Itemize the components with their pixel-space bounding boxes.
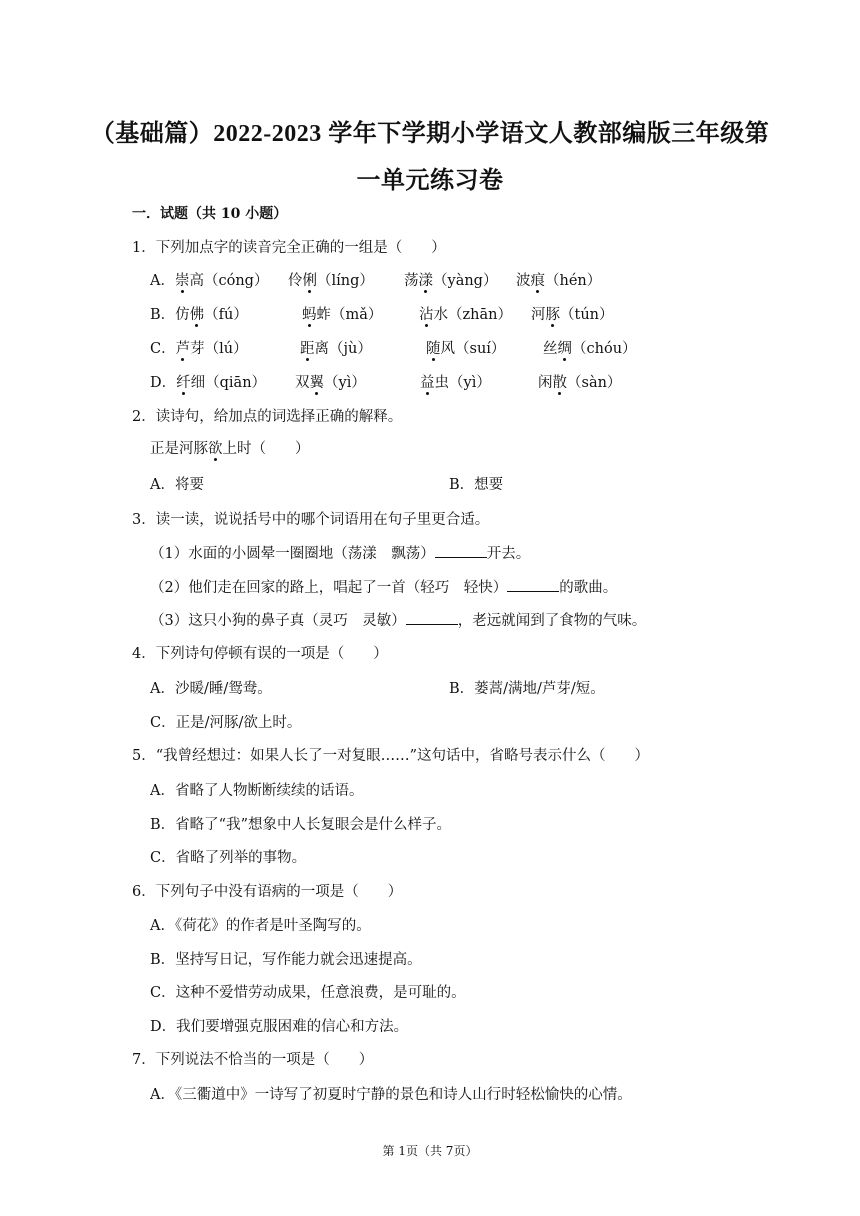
q1-option-pinyin: 高（cóng）: [189, 273, 269, 289]
q1-stem: 1．下列加点字的读音完全正确的一组是（ ）: [132, 240, 446, 256]
q3-stem: 3．读一读，说说括号中的哪个词语用在句子里更合适。: [132, 512, 490, 528]
q1-dotted-char: 益: [420, 371, 435, 392]
q3-s3-tail: ，老远就闻到了食物的气味。: [457, 613, 647, 629]
q1-option-pinyin: 虫（yì）: [434, 375, 491, 391]
q1-option-pinyin: 蚱（mǎ）: [316, 307, 383, 323]
q5-option-b: B．省略了“我”想象中人长复眼会是什么样子。: [150, 817, 451, 833]
q6-option-a: A．《荷花》的作者是叶圣陶写的。: [150, 918, 371, 934]
q2-option-a: A．将要: [150, 477, 204, 493]
q3-s3-text: （3）这只小狗的鼻子真（灵巧 灵敏）: [150, 613, 406, 629]
q4-option-b: B．蒌蒿/满地/芦芽/短。: [449, 681, 605, 697]
q1-option-item: [538, 371, 621, 392]
q1-option-prefix: C．: [150, 341, 176, 357]
q1-dotted-char: 翼: [310, 371, 325, 392]
q3-sentence-3: [150, 609, 646, 630]
q1-option-pinyin: （tún）: [560, 307, 614, 323]
q1-dotted-char: 痕: [531, 269, 546, 290]
q3-sentence-2: [150, 576, 617, 597]
q1-option-prefix: 双: [295, 375, 310, 391]
q6-option-d: D．我们要增强克服困难的信心和方法。: [150, 1019, 409, 1035]
document-title-line1: （基础篇）2022-2023 学年下学期小学语文人教部编版三年级第: [90, 121, 770, 147]
q2-poem-pre: 正是河豚: [150, 441, 208, 457]
q1-dotted-char: 绸: [558, 337, 573, 358]
q2-option-b: B．想要: [449, 477, 504, 493]
q1-option-item: [531, 303, 614, 324]
q1-option-item: [295, 371, 366, 392]
q6-option-c: C．这种不爱惜劳动成果，任意浪费，是可耻的。: [150, 985, 466, 1001]
q1-option-item: [302, 303, 382, 324]
q6-option-b: B．坚持写日记，写作能力就会迅速提高。: [150, 952, 422, 968]
q1-option-item: [426, 337, 505, 358]
q2-dotted-char: 欲: [208, 437, 223, 458]
q4-option-c: C．正是/河豚/欲上时。: [150, 715, 302, 731]
q2-stem: 2．读诗句，给加点的词选择正确的解释。: [132, 409, 403, 425]
q1-option-item: [420, 371, 491, 392]
q7-option-a: A．《三衢道中》一诗写了初夏时宁静的景色和诗人山行时轻松愉快的心情。: [150, 1087, 632, 1103]
q5-option-a: A．省略了人物断断续续的话语。: [150, 783, 364, 799]
q1-dotted-char: 距: [300, 337, 315, 358]
q2-poem-line: [150, 437, 310, 458]
q1-option-prefix: 丝: [543, 341, 558, 357]
q1-option-pinyin: 芽（lú）: [190, 341, 248, 357]
answer-blank[interactable]: [435, 543, 487, 558]
q1-option-pinyin: （líng）: [317, 273, 374, 289]
q1-option-pinyin: 离（jù）: [314, 341, 372, 357]
q3-s2-text: （2）他们走在回家的路上，唱起了一首（轻巧 轻快）: [150, 580, 508, 596]
q1-option-pinyin: （yì）: [324, 375, 366, 391]
q1-option-pinyin: （yàng）: [433, 273, 498, 289]
q1-dotted-char: 蚂: [302, 303, 317, 324]
q1-dotted-char: 散: [553, 371, 568, 392]
q1-option-prefix: 伶: [288, 273, 303, 289]
q1-dotted-char: 佛: [190, 303, 205, 324]
answer-blank[interactable]: [507, 577, 559, 592]
q1-dotted-char: 俐: [303, 269, 318, 290]
q1-option-prefix: 荡: [404, 273, 419, 289]
q1-option-item: [516, 269, 601, 290]
q2-poem-post: 上时（ ）: [222, 441, 310, 457]
q1-option-prefix: A．: [150, 273, 175, 289]
q1-option-prefix: 波: [516, 273, 531, 289]
q3-s2-tail: 的歌曲。: [559, 580, 618, 596]
q1-option-item: [150, 269, 268, 290]
q1-option-item: [300, 337, 372, 358]
q1-dotted-char: 随: [426, 337, 441, 358]
q3-sentence-1: [150, 542, 530, 563]
q1-option-item: [150, 303, 248, 324]
document-title-line2: 一单元练习卷: [356, 168, 504, 194]
q1-option-item: [288, 269, 374, 290]
q1-dotted-char: 漾: [419, 269, 434, 290]
q4-stem: 4．下列诗句停顿有误的一项是（ ）: [132, 646, 388, 662]
q1-option-item: [150, 371, 266, 392]
q7-stem: 7．下列说法不恰当的一项是（ ）: [132, 1052, 374, 1068]
q3-s1-tail: 开去。: [486, 546, 531, 562]
q5-stem: 5．“我曾经想过：如果人长了一对复眼……”这句话中，省略号表示什么（ ）: [132, 748, 650, 764]
q1-dotted-char: 豚: [546, 303, 561, 324]
q1-option-prefix: 河: [531, 307, 546, 323]
q1-option-item: [419, 303, 512, 324]
q4-option-a: A．沙暖/睡/鸳鸯。: [150, 681, 272, 697]
q1-dotted-char: 芦: [176, 337, 191, 358]
q1-option-prefix: D．: [150, 375, 177, 391]
q1-dotted-char: 纤: [176, 371, 191, 392]
section-heading: 一．试题（共 10 小题）: [132, 206, 288, 222]
q1-dotted-char: 沾: [419, 303, 434, 324]
q6-stem: 6．下列句子中没有语病的一项是（ ）: [132, 884, 403, 900]
q1-option-prefix: B．仿: [150, 307, 190, 323]
q1-option-pinyin: （sàn）: [567, 375, 622, 391]
q1-option-pinyin: （fú）: [204, 307, 248, 323]
q1-option-pinyin: 水（zhān）: [433, 307, 512, 323]
answer-blank[interactable]: [406, 610, 458, 625]
q1-option-item: [543, 337, 637, 358]
q1-option-item: [404, 269, 497, 290]
page-footer: 第 1页（共 7页）: [382, 1144, 478, 1158]
q1-option-pinyin: （chóu）: [572, 341, 637, 357]
q3-s1-text: （1）水面的小圆晕一圈圈地（荡漾 飘荡）: [150, 546, 435, 562]
q1-option-pinyin: 细（qiān）: [190, 375, 267, 391]
q1-option-item: [150, 337, 248, 358]
q5-option-c: C．省略了列举的事物。: [150, 850, 307, 866]
q1-option-pinyin: （hén）: [545, 273, 602, 289]
q1-option-prefix: 闲: [538, 375, 553, 391]
q1-option-pinyin: 风（suí）: [440, 341, 506, 357]
q1-dotted-char: 崇: [175, 269, 190, 290]
